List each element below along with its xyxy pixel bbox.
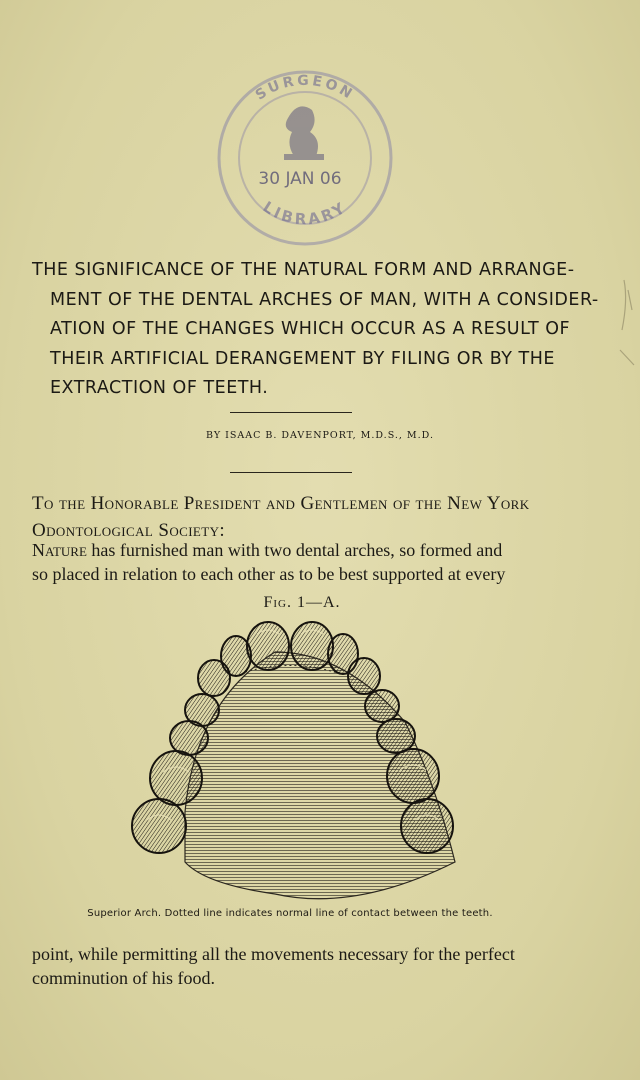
tooth-molar bbox=[150, 751, 202, 805]
stamp-bottom-text: LIBRARY bbox=[259, 197, 351, 229]
body-line: point, while permitting all the movements necessary for the perfect bbox=[32, 944, 515, 964]
svg-text:LIBRARY bbox=[260, 198, 351, 229]
title-line: ATION OF THE CHANGES WHICH OCCUR AS A RESULT OF bbox=[50, 319, 571, 339]
stamp-date: 30 JAN 06 bbox=[258, 169, 342, 189]
address-line: To the Honorable President and Gentlemen of the New York bbox=[32, 493, 530, 514]
title-line: THE SIGNIFICANCE OF THE NATURAL FORM AND ARRANGE- bbox=[32, 260, 575, 280]
dedication-address bbox=[32, 490, 530, 544]
tooth-canine bbox=[198, 660, 230, 696]
body-paragraph-top bbox=[32, 538, 552, 586]
title-line: EXTRACTION OF TEETH. bbox=[50, 378, 269, 398]
title-line: MENT OF THE DENTAL ARCHES OF MAN, WITH A CONSIDER- bbox=[50, 289, 599, 310]
margin-mark bbox=[610, 270, 640, 380]
stamp-top-text: SURGEON bbox=[252, 72, 358, 104]
tooth-canine bbox=[348, 658, 380, 694]
tooth-premolar bbox=[170, 721, 208, 755]
body-paragraph-bottom bbox=[32, 942, 562, 990]
divider-rule bbox=[230, 412, 352, 413]
lead-word: Nature bbox=[32, 540, 87, 560]
address-line: Odontological Society: bbox=[32, 520, 226, 541]
dental-arch-illustration bbox=[125, 612, 465, 912]
tooth-premolar bbox=[377, 719, 415, 753]
figure-caption: Superior Arch. Dotted line indicates normal line of contact between the teeth. bbox=[87, 908, 493, 919]
body-line: has furnished man with two dental arches, so formed and bbox=[86, 540, 503, 560]
title-line: THEIR ARTIFICIAL DERANGEMENT BY FILING OR BY THE bbox=[50, 348, 555, 369]
figure-label: Fig. 1—A. bbox=[263, 594, 341, 611]
library-stamp bbox=[200, 60, 410, 250]
article-title bbox=[32, 256, 599, 404]
tooth-premolar bbox=[365, 690, 399, 722]
tooth-central-incisor bbox=[291, 622, 333, 670]
divider-rule bbox=[230, 472, 352, 473]
tooth-molar bbox=[401, 799, 453, 853]
body-line: so placed in relation to each other as to be best supported at every bbox=[32, 564, 506, 584]
body-line: comminution of his food. bbox=[32, 968, 215, 988]
stamp-eagle-emblem bbox=[284, 106, 324, 160]
author-byline: BY ISAAC B. DAVENPORT, M.D.S., M.D. bbox=[206, 430, 434, 441]
svg-text:SURGEON bbox=[253, 73, 357, 104]
tooth-molar bbox=[387, 749, 439, 803]
tooth-molar bbox=[132, 799, 186, 853]
tooth-central-incisor bbox=[247, 622, 289, 670]
